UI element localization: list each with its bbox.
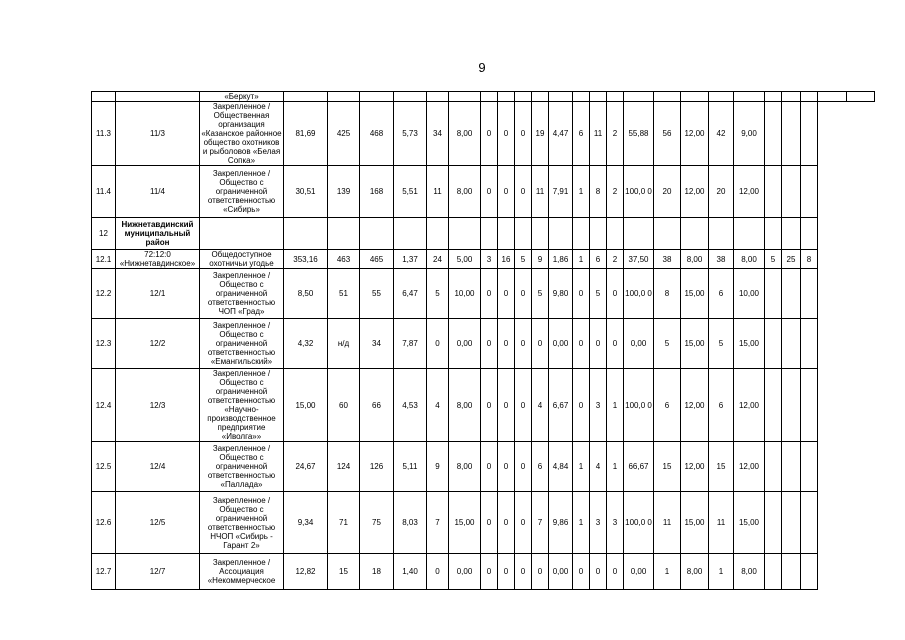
grounds-code-cell: 11/4 (116, 166, 200, 218)
value-cell: 0 (607, 554, 624, 590)
value-cell: 12,00 (681, 442, 709, 492)
value-cell: 1 (607, 442, 624, 492)
value-cell (765, 442, 782, 492)
value-cell: 51 (328, 269, 360, 319)
grounds-name-cell: Закрепленное / Общество с ограниченной ответственностью НЧОП «Сибирь - Гарант 2» (200, 492, 284, 554)
value-cell: 0 (590, 554, 607, 590)
value-cell: 4,47 (549, 102, 573, 166)
value-cell: 425 (328, 102, 360, 166)
value-cell (573, 218, 590, 250)
value-cell: 0 (590, 319, 607, 369)
value-cell: 0,00 (549, 319, 573, 369)
value-cell: 42 (709, 102, 734, 166)
value-cell: 6 (573, 102, 590, 166)
table-row (92, 102, 875, 166)
value-cell: 37,50 (624, 250, 654, 269)
value-cell: 6 (654, 369, 681, 442)
value-cell (765, 92, 782, 102)
page-number: 9 (478, 60, 486, 75)
value-cell: 9 (532, 250, 549, 269)
value-cell (801, 218, 818, 250)
value-cell: 12,82 (284, 554, 328, 590)
value-cell (782, 166, 801, 218)
grounds-code-cell: Нижнетавдинский муниципальный район (116, 218, 200, 250)
value-cell (284, 92, 328, 102)
value-cell (765, 554, 782, 590)
grounds-code-cell: 11/3 (116, 102, 200, 166)
value-cell (765, 492, 782, 554)
value-cell (328, 92, 360, 102)
value-cell: 8,00 (681, 250, 709, 269)
value-cell: 34 (360, 319, 394, 369)
value-cell: 0 (607, 269, 624, 319)
value-cell: 19 (532, 102, 549, 166)
value-cell (360, 92, 394, 102)
value-cell: 11 (532, 166, 549, 218)
value-cell: 5 (654, 319, 681, 369)
value-cell: 81,69 (284, 102, 328, 166)
value-cell: 8,00 (449, 369, 481, 442)
grounds-code-cell: 12/2 (116, 319, 200, 369)
value-cell: 18 (360, 554, 394, 590)
value-cell: 1,40 (394, 554, 427, 590)
value-cell: 10,00 (449, 269, 481, 319)
value-cell: 24 (427, 250, 449, 269)
value-cell: 12,00 (734, 166, 765, 218)
value-cell: 0 (498, 102, 515, 166)
value-cell (573, 92, 590, 102)
value-cell: 5,11 (394, 442, 427, 492)
value-cell: 11 (654, 492, 681, 554)
value-cell: 11 (709, 492, 734, 554)
value-cell: 8,00 (449, 442, 481, 492)
value-cell: 6 (532, 442, 549, 492)
value-cell: 12,00 (734, 442, 765, 492)
grounds-name-cell: Закрепленное / Общество с ограниченной ответственностью «Паллада» (200, 442, 284, 492)
value-cell (284, 218, 328, 250)
value-cell: 15,00 (681, 492, 709, 554)
value-cell: 75 (360, 492, 394, 554)
table-row (92, 492, 875, 554)
value-cell: 353,16 (284, 250, 328, 269)
row-number-cell: 12.3 (92, 319, 116, 369)
value-cell: 4,32 (284, 319, 328, 369)
value-cell (765, 319, 782, 369)
value-cell: 0 (481, 442, 498, 492)
value-cell: 38 (654, 250, 681, 269)
value-cell: 60 (328, 369, 360, 442)
value-cell: 0 (515, 554, 532, 590)
value-cell: 0 (481, 369, 498, 442)
value-cell: 66,67 (624, 442, 654, 492)
value-cell: 56 (654, 102, 681, 166)
value-cell: 100,0 0 (624, 269, 654, 319)
value-cell: 0 (515, 442, 532, 492)
value-cell: 12,00 (681, 166, 709, 218)
value-cell (427, 92, 449, 102)
value-cell: 0 (481, 319, 498, 369)
value-cell: 0 (515, 492, 532, 554)
value-cell: 25 (782, 250, 801, 269)
table-row (92, 218, 875, 250)
value-cell: 12,00 (681, 369, 709, 442)
value-cell (765, 269, 782, 319)
table-row (92, 442, 875, 492)
row-number-cell: 12.2 (92, 269, 116, 319)
value-cell: 71 (328, 492, 360, 554)
row-number-cell: 11.3 (92, 102, 116, 166)
value-cell (681, 92, 709, 102)
value-cell: 4 (590, 442, 607, 492)
value-cell: 0 (573, 554, 590, 590)
value-cell: 0 (515, 269, 532, 319)
value-cell: 6 (590, 250, 607, 269)
value-cell: 0 (427, 554, 449, 590)
value-cell: 124 (328, 442, 360, 492)
grounds-name-cell: Закрепленное / Общество с ограниченной ответственностью «Сибирь» (200, 166, 284, 218)
value-cell: 100,0 0 (624, 166, 654, 218)
value-cell: 5 (427, 269, 449, 319)
grounds-code-cell (116, 92, 200, 102)
value-cell: 9 (427, 442, 449, 492)
value-cell: 0 (498, 269, 515, 319)
value-cell (709, 92, 734, 102)
value-cell: 30,51 (284, 166, 328, 218)
grounds-code-cell: 12/1 (116, 269, 200, 319)
value-cell (654, 92, 681, 102)
grounds-code-cell: 12/4 (116, 442, 200, 492)
row-number-cell: 12.7 (92, 554, 116, 590)
value-cell (481, 218, 498, 250)
value-cell: 6,47 (394, 269, 427, 319)
value-cell: 1,37 (394, 250, 427, 269)
value-cell: 3 (590, 492, 607, 554)
value-cell (394, 92, 427, 102)
value-cell: 66 (360, 369, 394, 442)
value-cell: 0 (481, 554, 498, 590)
value-cell (801, 369, 818, 442)
value-cell: 12,00 (734, 369, 765, 442)
value-cell (782, 92, 801, 102)
value-cell (782, 319, 801, 369)
value-cell: 5 (590, 269, 607, 319)
grounds-name-cell: Закрепленное / Общественная организация «Казанское районное общество охотников и рыболовов «Белая Сопка» (201, 102, 282, 165)
value-cell: 4 (532, 369, 549, 442)
value-cell (782, 369, 801, 442)
row-number-cell (92, 92, 116, 102)
value-cell: 8,00 (734, 554, 765, 590)
value-cell: 4,84 (549, 442, 573, 492)
value-cell (818, 92, 847, 102)
value-cell (498, 92, 515, 102)
value-cell: 0 (573, 269, 590, 319)
value-cell: 0 (498, 319, 515, 369)
value-cell: 0 (427, 319, 449, 369)
value-cell: 5 (709, 319, 734, 369)
value-cell (801, 442, 818, 492)
value-cell: 0,00 (624, 319, 654, 369)
value-cell: 8 (801, 250, 818, 269)
value-cell (782, 102, 801, 166)
value-cell (734, 218, 765, 250)
value-cell: 0 (515, 369, 532, 442)
value-cell: 1 (607, 369, 624, 442)
value-cell: 3 (481, 250, 498, 269)
value-cell: 15 (709, 442, 734, 492)
value-cell: 0 (515, 166, 532, 218)
grounds-code-cell: 12/7 (116, 554, 200, 590)
value-cell: 9,34 (284, 492, 328, 554)
value-cell (801, 102, 818, 166)
grounds-name-cell: Закрепленное / Ассоциация «Некоммерческое (200, 554, 284, 590)
value-cell: 9,86 (549, 492, 573, 554)
value-cell: 8 (654, 269, 681, 319)
value-cell: 16 (498, 250, 515, 269)
table-row (92, 269, 875, 319)
value-cell (654, 218, 681, 250)
value-cell (782, 269, 801, 319)
value-cell: 15,00 (284, 369, 328, 442)
value-cell: 465 (360, 250, 394, 269)
value-cell: 8,00 (681, 554, 709, 590)
value-cell: 0,00 (449, 554, 481, 590)
row-number-cell: 12 (92, 218, 116, 250)
value-cell (801, 166, 818, 218)
value-cell: 8,50 (284, 269, 328, 319)
grounds-name-cell: «Беркут» (200, 92, 284, 102)
value-cell: 55 (360, 269, 394, 319)
row-number-cell: 12.6 (92, 492, 116, 554)
value-cell: 0 (515, 102, 532, 166)
value-cell: 5,73 (394, 102, 427, 166)
value-cell: 1,86 (549, 250, 573, 269)
value-cell (801, 554, 818, 590)
value-cell (801, 92, 818, 102)
hunting-grounds-table (91, 91, 875, 590)
value-cell (590, 218, 607, 250)
value-cell: 34 (427, 102, 449, 166)
value-cell: 2 (607, 166, 624, 218)
value-cell (801, 319, 818, 369)
value-cell: 0 (481, 492, 498, 554)
value-cell: 15,00 (681, 269, 709, 319)
value-cell (427, 218, 449, 250)
value-cell (782, 218, 801, 250)
value-cell: 139 (328, 166, 360, 218)
value-cell: 0 (481, 166, 498, 218)
value-cell: 4 (427, 369, 449, 442)
value-cell: 100,0 0 (624, 369, 654, 442)
value-cell: 168 (360, 166, 394, 218)
row-number-cell: 12.5 (92, 442, 116, 492)
value-cell: 1 (573, 442, 590, 492)
value-cell: 0 (498, 554, 515, 590)
value-cell: 7 (532, 492, 549, 554)
value-cell: 0 (532, 319, 549, 369)
value-cell: 8,00 (449, 102, 481, 166)
value-cell: 7 (427, 492, 449, 554)
value-cell (624, 218, 654, 250)
value-cell: 0,00 (449, 319, 481, 369)
value-cell (782, 442, 801, 492)
value-cell (481, 92, 498, 102)
value-cell: 6,67 (549, 369, 573, 442)
value-cell: 55,88 (624, 102, 654, 166)
value-cell: 0 (498, 492, 515, 554)
value-cell (449, 218, 481, 250)
value-cell: 0 (515, 319, 532, 369)
value-cell: 5 (515, 250, 532, 269)
value-cell: 0 (607, 319, 624, 369)
table-row (92, 554, 875, 590)
value-cell: 11 (427, 166, 449, 218)
value-cell: 100,0 0 (624, 492, 654, 554)
value-cell (782, 554, 801, 590)
value-cell: 468 (360, 102, 394, 166)
value-cell (607, 92, 624, 102)
value-cell (590, 92, 607, 102)
table-row (92, 166, 875, 218)
row-number-cell: 11.4 (92, 166, 116, 218)
value-cell: 8,00 (734, 250, 765, 269)
value-cell: 4,53 (394, 369, 427, 442)
grounds-name-cell: Закрепленное / Общество с ограниченной ответственностью ЧОП «Град» (200, 269, 284, 319)
value-cell (498, 218, 515, 250)
table-row (92, 92, 875, 102)
value-cell: 15,00 (681, 319, 709, 369)
value-cell: 1 (573, 492, 590, 554)
row-number-cell: 12.4 (92, 369, 116, 442)
value-cell (515, 218, 532, 250)
value-cell: 0 (573, 319, 590, 369)
value-cell (765, 166, 782, 218)
value-cell: 9,80 (549, 269, 573, 319)
value-cell: 15,00 (734, 319, 765, 369)
value-cell (765, 369, 782, 442)
value-cell: 0 (481, 269, 498, 319)
value-cell: 2 (607, 250, 624, 269)
value-cell: 0 (498, 442, 515, 492)
value-cell (515, 92, 532, 102)
table-row (92, 319, 875, 369)
value-cell: 15,00 (734, 492, 765, 554)
grounds-name-cell: Закрепленное / Общество с ограниченной ответственностью «Емангильский» (200, 319, 284, 369)
value-cell: 9,00 (734, 102, 765, 166)
value-cell: 0 (498, 166, 515, 218)
value-cell (549, 218, 573, 250)
grounds-name-cell (200, 218, 284, 250)
value-cell (801, 269, 818, 319)
value-cell (782, 492, 801, 554)
value-cell: 11 (590, 102, 607, 166)
value-cell: 6 (709, 269, 734, 319)
value-cell: 5,51 (394, 166, 427, 218)
value-cell: 8 (590, 166, 607, 218)
value-cell (765, 218, 782, 250)
value-cell: 7,91 (549, 166, 573, 218)
value-cell: 15 (654, 442, 681, 492)
value-cell: 3 (590, 369, 607, 442)
value-cell (328, 218, 360, 250)
value-cell (532, 92, 549, 102)
value-cell: 38 (709, 250, 734, 269)
value-cell: 0,00 (549, 554, 573, 590)
value-cell: 20 (654, 166, 681, 218)
table-row (92, 250, 875, 269)
table-row (92, 369, 875, 442)
value-cell: 5,00 (449, 250, 481, 269)
value-cell: 126 (360, 442, 394, 492)
value-cell (532, 218, 549, 250)
value-cell: 1 (573, 166, 590, 218)
value-cell: 0 (481, 102, 498, 166)
row-number-cell: 12.1 (92, 250, 116, 269)
value-cell (360, 218, 394, 250)
value-cell: 15 (328, 554, 360, 590)
value-cell: 6 (709, 369, 734, 442)
value-cell (801, 492, 818, 554)
grounds-name-cell: Общедоступное охотничьи угодье (200, 250, 284, 269)
value-cell: 463 (328, 250, 360, 269)
value-cell (549, 92, 573, 102)
value-cell: 1 (709, 554, 734, 590)
value-cell: 0 (573, 369, 590, 442)
value-cell (394, 218, 427, 250)
value-cell (624, 92, 654, 102)
value-cell: 5 (765, 250, 782, 269)
value-cell: 5 (532, 269, 549, 319)
value-cell: 8,00 (449, 166, 481, 218)
value-cell: 7,87 (394, 319, 427, 369)
value-cell: н/д (328, 319, 360, 369)
value-cell (449, 92, 481, 102)
value-cell: 10,00 (734, 269, 765, 319)
value-cell: 8,03 (394, 492, 427, 554)
grounds-code-cell: 72:12:0 «Нижнетавдинское» (116, 250, 200, 269)
grounds-code-cell: 12/3 (116, 369, 200, 442)
value-cell: 1 (654, 554, 681, 590)
value-cell: 1 (573, 250, 590, 269)
value-cell (709, 218, 734, 250)
value-cell: 0 (498, 369, 515, 442)
value-cell (734, 92, 765, 102)
value-cell (846, 92, 875, 102)
value-cell (765, 102, 782, 166)
value-cell: 20 (709, 166, 734, 218)
grounds-code-cell: 12/5 (116, 492, 200, 554)
value-cell: 12,00 (681, 102, 709, 166)
grounds-name-cell: Закрепленное / Общество с ограниченной ответственностью «Научно- производственное предприятие «Иволга»» (200, 369, 284, 442)
value-cell (681, 218, 709, 250)
value-cell: 24,67 (284, 442, 328, 492)
value-cell (607, 218, 624, 250)
value-cell: 15,00 (449, 492, 481, 554)
value-cell: 0 (532, 554, 549, 590)
value-cell: 3 (607, 492, 624, 554)
value-cell: 0,00 (624, 554, 654, 590)
value-cell: 2 (607, 102, 624, 166)
